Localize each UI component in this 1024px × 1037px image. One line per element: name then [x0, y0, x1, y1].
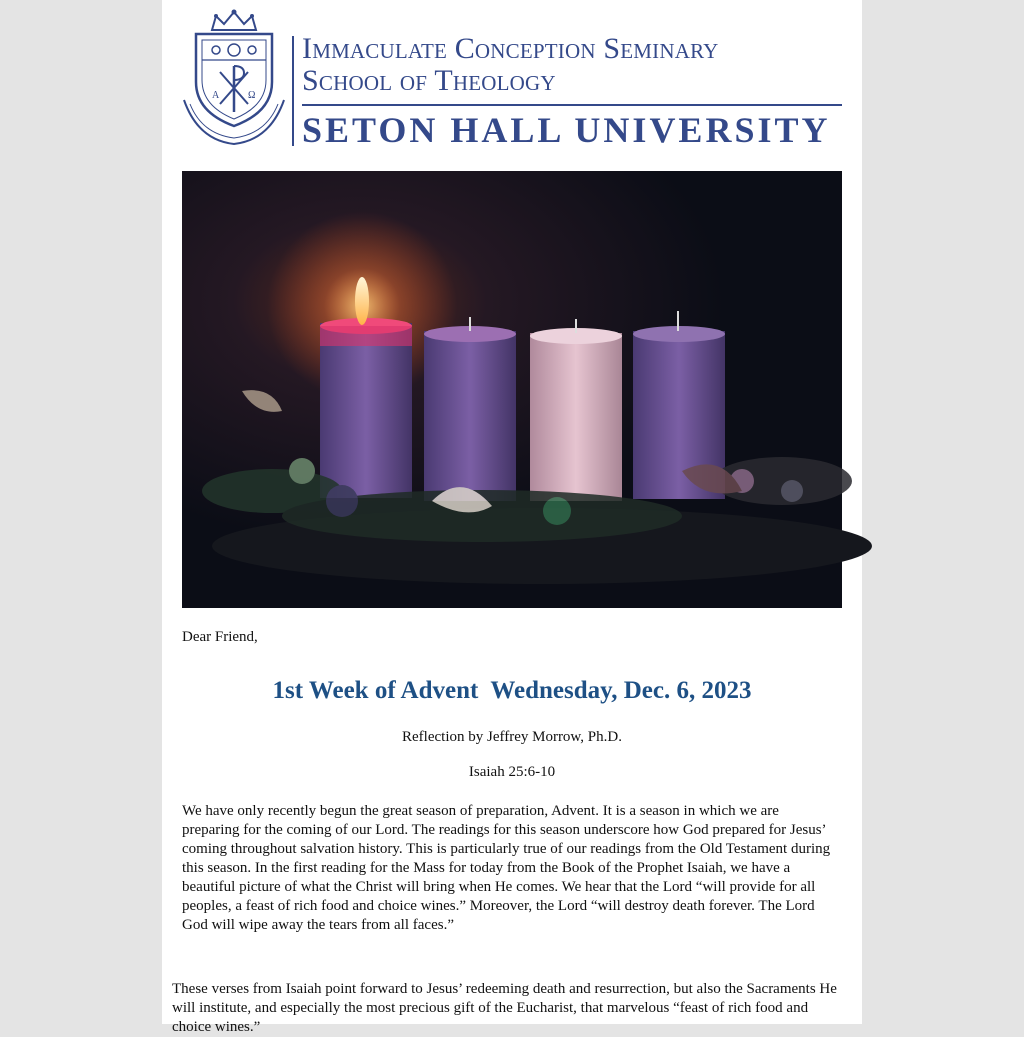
- school-name: School of Theology: [302, 64, 556, 97]
- reflection-paragraph: These verses from Isaiah point forward to Jesus’ redeeming death and resurrection, but also the Sacraments He will institute, and especially the most precious gift of the Eucharist, that marvelous “feast of rich food and choice wines.”: [172, 981, 837, 1035]
- university-name: SETON HALL UNIVERSITY: [302, 110, 831, 150]
- reflection-title: 1st Week of Advent Wednesday, Dec. 6, 2023: [272, 677, 752, 704]
- seminary-name: Immaculate Conception Seminary: [302, 32, 719, 65]
- header-divider-vertical: [292, 36, 294, 146]
- scripture-reference: Isaiah 25:6-10: [468, 764, 556, 780]
- header-logo[interactable]: [182, 8, 842, 150]
- header-divider-horizontal: [302, 104, 842, 106]
- svg-text:A: A: [212, 90, 220, 101]
- advent-wreath-photo[interactable]: [182, 171, 842, 608]
- greeting: Dear Friend,: [182, 629, 258, 645]
- reflection-paragraph: We have only recently begun the great season of preparation, Advent. It is a season in which we are preparing for the coming of our Lord. The readings for this season underscore how God prepared for Jesus’ coming throughout salvation history. This is particularly true of our readings from the Old Testament during this season. In the first reading for the Mass for today from the Book of the Prophet Isaiah, we have a beautiful picture of what the Christ will bring when He comes. We hear that the Lord “will provide for all peoples, a feast of rich food and choice wines.” Moreover, the Lord “will destroy death forever. The Lord God will wipe away the tears from all faces.”: [182, 803, 831, 933]
- author-byline: Reflection by Jeffrey Morrow, Ph.D.: [402, 729, 622, 745]
- svg-text:Ω: Ω: [248, 90, 256, 101]
- seminary-crest-icon: [182, 8, 286, 148]
- email-body: [162, 0, 862, 1035]
